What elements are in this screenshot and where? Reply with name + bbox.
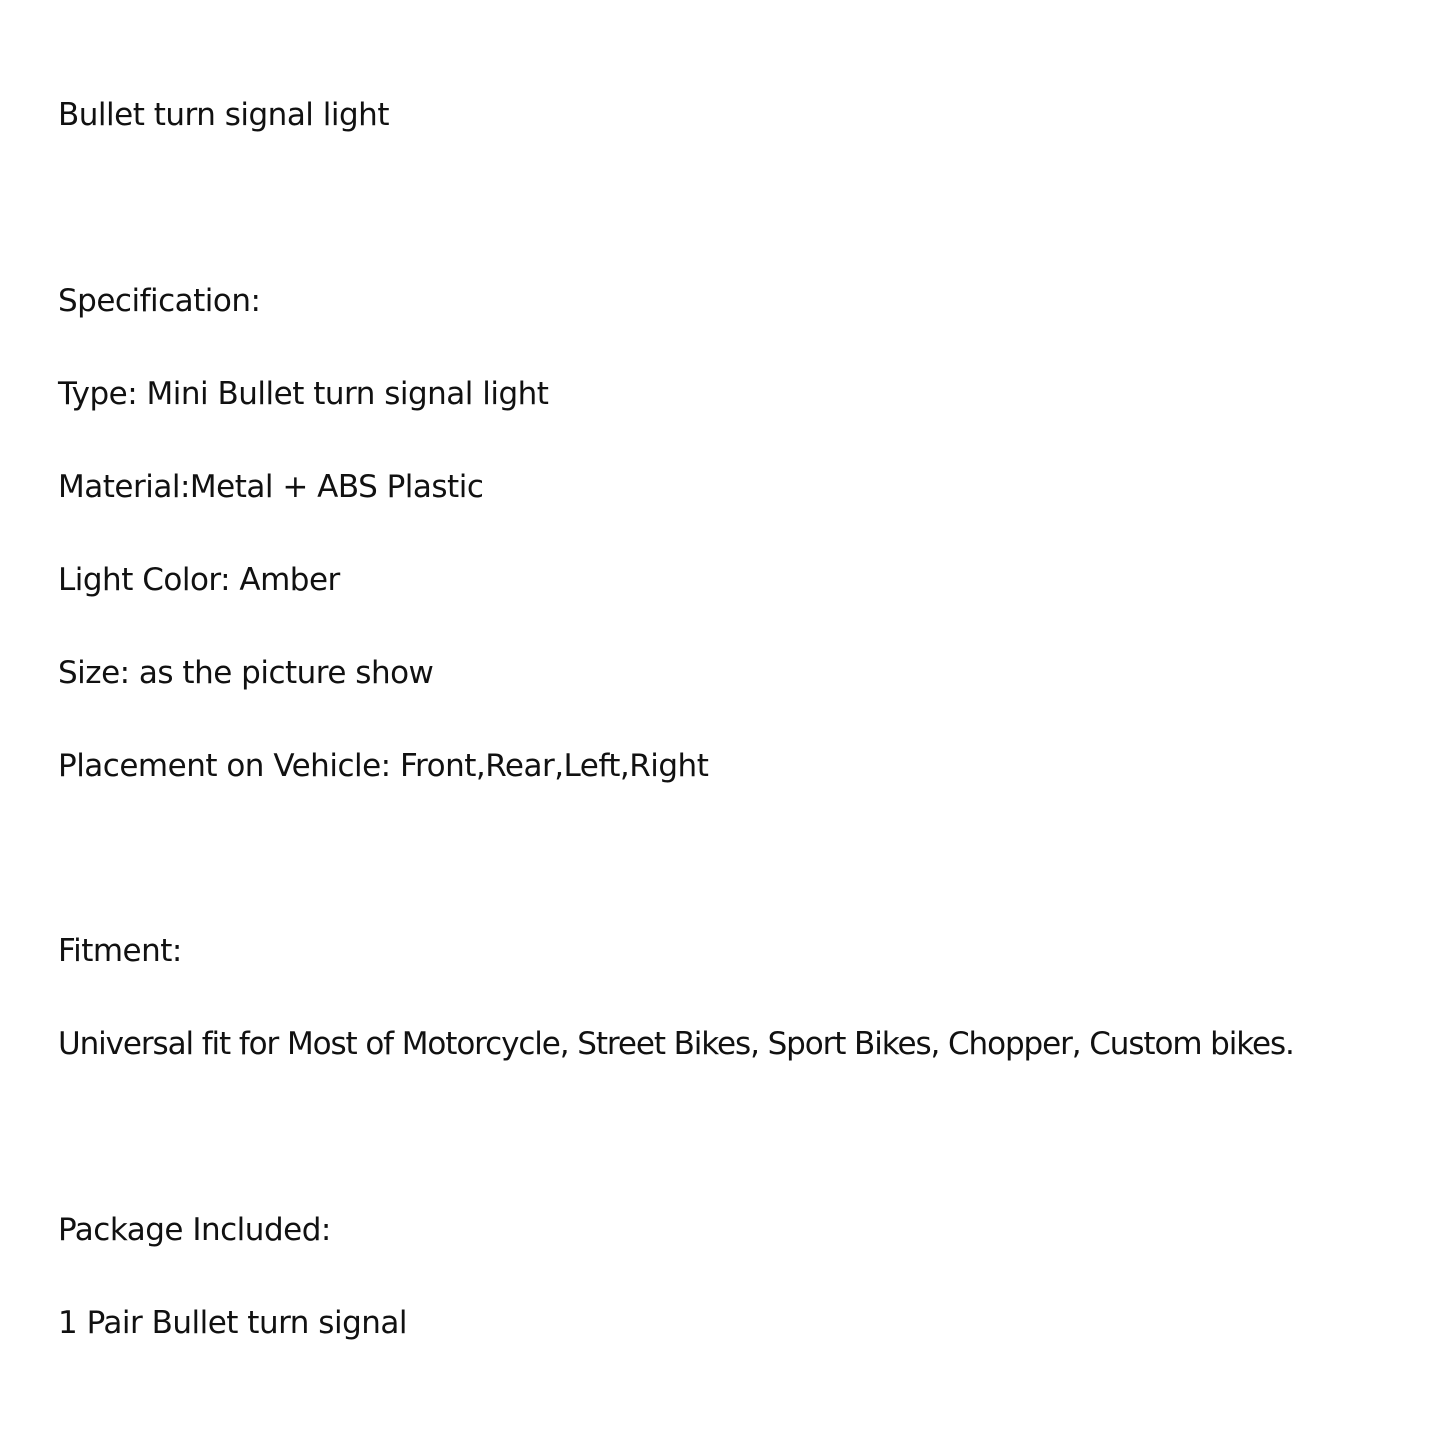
package-heading: Package Included: [58,1212,331,1248]
spec-placement: Placement on Vehicle: Front,Rear,Left,Right [58,748,709,784]
product-title: Bullet turn signal light [58,97,389,133]
package-text: 1 Pair Bullet turn signal [58,1305,408,1341]
spec-material: Material:Metal + ABS Plastic [58,469,484,505]
specification-heading: Specification: [58,283,261,319]
spec-type: Type: Mini Bullet turn signal light [58,376,549,412]
spec-size: Size: as the picture show [58,655,434,691]
fitment-text: Universal fit for Most of Motorcycle, Street Bikes, Sport Bikes, Chopper, Custom bikes. [58,1026,1294,1062]
spec-light-color: Light Color: Amber [58,562,340,598]
fitment-heading: Fitment: [58,933,182,969]
